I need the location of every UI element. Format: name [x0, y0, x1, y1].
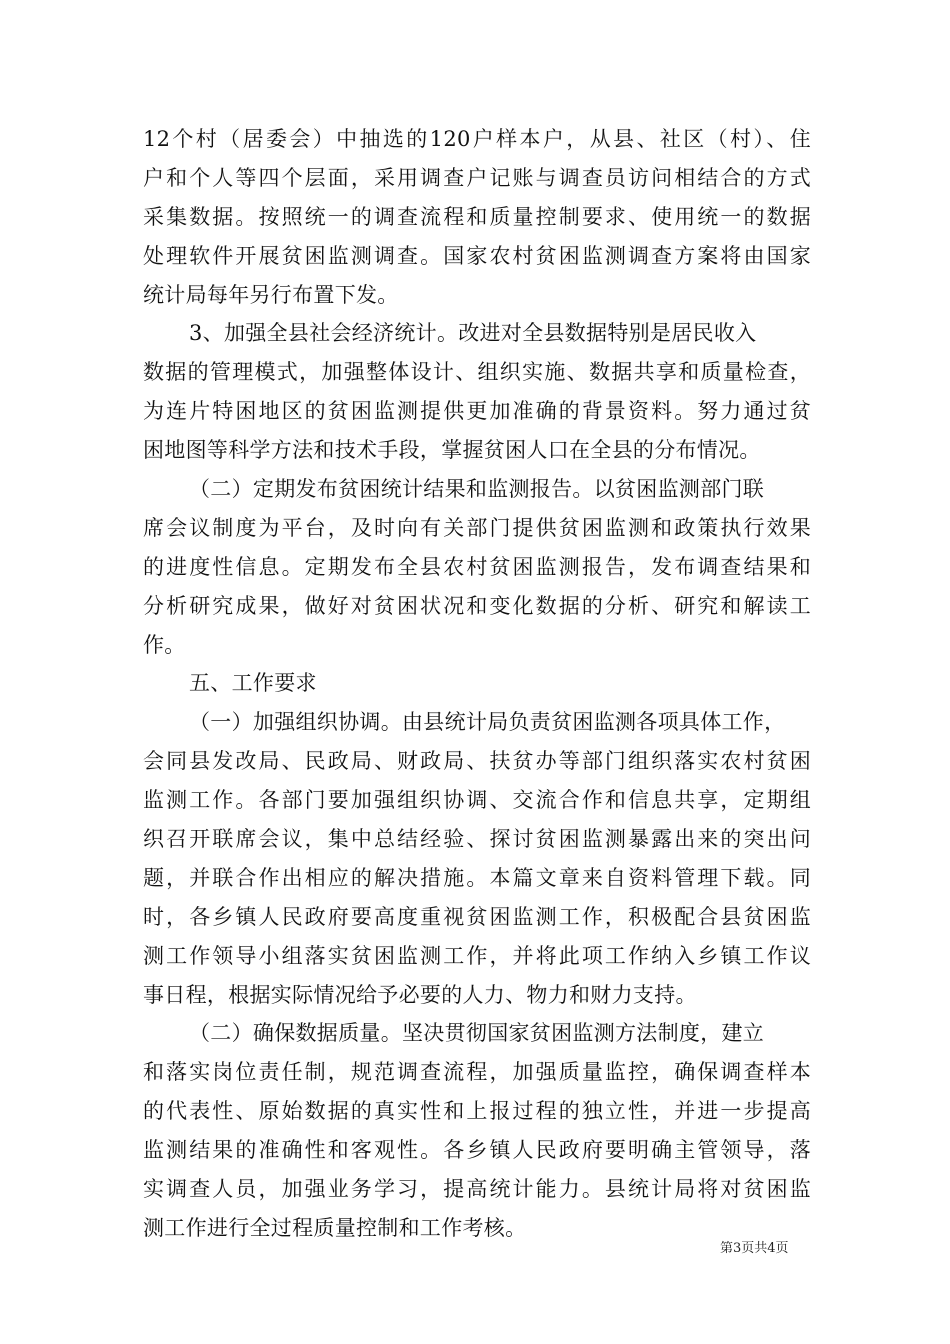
- body-line: 和落实岗位责任制，规范调查流程，加强质量监控，确保调查样本: [143, 1060, 811, 1085]
- body-line: 分析研究成果，做好对贫困状况和变化数据的分析、研究和解读工: [143, 593, 811, 618]
- body-line: 测工作领导小组落实贫困监测工作，并将此项工作纳入乡镇工作议: [143, 943, 811, 968]
- body-line: 监测结果的准确性和客观性。各乡镇人民政府要明确主管领导，落: [143, 1138, 811, 1163]
- body-line: 监测工作。各部门要加强组织协调、交流合作和信息共享，定期组: [143, 788, 811, 813]
- body-line: 采集数据。按照统一的调查流程和质量控制要求、使用统一的数据: [143, 204, 811, 229]
- body-line: （二）定期发布贫困统计结果和监测报告。以贫困监测部门联: [189, 477, 765, 502]
- body-line: （一）加强组织协调。由县统计局负责贫困监测各项具体工作，: [189, 710, 786, 735]
- body-line: 事日程，根据实际情况给予必要的人力、物力和财力支持。: [143, 982, 697, 1007]
- body-line: 时，各乡镇人民政府要高度重视贫困监测工作，积极配合县贫困监: [143, 904, 811, 929]
- body-line: 统计局每年另行布置下发。: [143, 282, 399, 307]
- body-line: 12个村（居委会）中抽选的120户样本户，从县、社区（村）、住: [143, 127, 811, 151]
- document-body: [143, 120, 811, 1248]
- page-number-footer: 第3页共4页: [720, 1241, 789, 1256]
- section-heading: 五、工作要求: [189, 671, 317, 696]
- body-line: 题，并联合作出相应的解决措施。本篇文章来自资料管理下载。同: [143, 865, 811, 890]
- body-line: （二）确保数据质量。坚决贯彻国家贫困监测方法制度，建立: [189, 1021, 765, 1046]
- body-line: 会同县发改局、民政局、财政局、扶贫办等部门组织落实农村贫困: [143, 749, 811, 774]
- body-line: 实调查人员，加强业务学习，提高统计能力。县统计局将对贫困监: [143, 1177, 811, 1202]
- body-line: 困地图等科学方法和技术手段，掌握贫困人口在全县的分布情况。: [143, 438, 761, 463]
- body-line: 织召开联席会议，集中总结经验、探讨贫困监测暴露出来的突出问: [143, 827, 811, 852]
- body-line: 数据的管理模式，加强整体设计、组织实施、数据共享和质量检查，: [143, 360, 811, 385]
- body-line: 测工作进行全过程质量控制和工作考核。: [143, 1215, 527, 1240]
- body-line: 处理软件开展贫困监测调查。国家农村贫困监测调查方案将由国家: [143, 243, 811, 268]
- body-line: 3、加强全县社会经济统计。改进对全县数据特别是居民收入: [189, 321, 757, 346]
- body-line: 席会议制度为平台，及时向有关部门提供贫困监测和政策执行效果: [143, 515, 811, 540]
- body-line: 为连片特困地区的贫困监测提供更加准确的背景资料。努力通过贫: [143, 399, 811, 424]
- body-line: 的进度性信息。定期发布全县农村贫困监测报告，发布调查结果和: [143, 554, 811, 579]
- body-line: 户和个人等四个层面，采用调查户记账与调查员访问相结合的方式: [143, 165, 811, 190]
- body-line: 的代表性、原始数据的真实性和上报过程的独立性，并进一步提高: [143, 1099, 811, 1124]
- body-line: 作。: [143, 632, 186, 657]
